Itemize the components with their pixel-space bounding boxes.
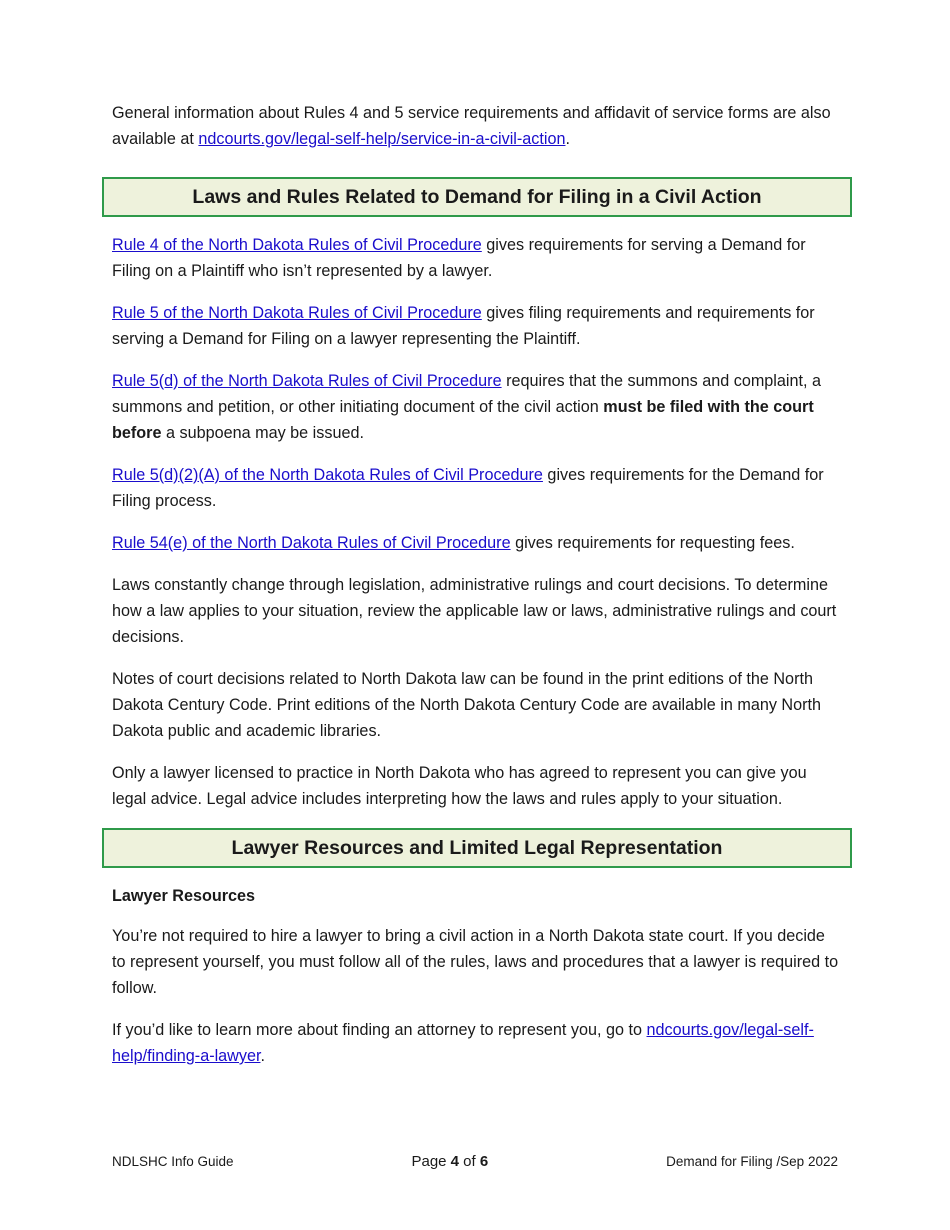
rule4-link[interactable]: Rule 4 of the North Dakota Rules of Civil Procedure: [112, 236, 482, 254]
section-heading-laws-rules: Laws and Rules Related to Demand for Filing in a Civil Action: [102, 177, 852, 217]
intro-text: General information about Rules 4 and 5 service requirements and affidavit of service forms are also available at: [112, 104, 831, 148]
finding-lawyer-text-end: .: [260, 1047, 265, 1065]
rule5d2a-paragraph: [112, 462, 842, 514]
page-current: 4: [450, 1153, 460, 1170]
footer-doc-title: Demand for Filing /Sep 2022: [666, 1154, 838, 1169]
rule5d2a-link[interactable]: Rule 5(d)(2)(A) of the North Dakota Rules of Civil Procedure: [112, 466, 543, 484]
document-body: [112, 100, 842, 1085]
page-label: Page: [411, 1153, 451, 1170]
finding-lawyer-paragraph: [112, 1017, 842, 1069]
rule54e-text: gives requirements for requesting fees.: [510, 534, 795, 552]
page-footer: [112, 1152, 838, 1172]
rule5-text: gives filing requirements and requirements for serving a Demand for Filing on a lawyer representing the Plaintiff.: [112, 304, 815, 348]
page-of: of: [459, 1153, 480, 1170]
footer-page-number: [411, 1152, 488, 1172]
finding-lawyer-link[interactable]: ndcourts.gov/legal-self-help/finding-a-lawyer: [112, 1021, 814, 1065]
rule5d-bold-text: must be filed with the court before: [112, 398, 814, 442]
rule5d2a-text: gives requirements for the Demand for Filing process.: [112, 466, 824, 510]
rule5-link[interactable]: Rule 5 of the North Dakota Rules of Civil Procedure: [112, 304, 482, 322]
section-heading-lawyer-resources: Lawyer Resources and Limited Legal Representation: [102, 828, 852, 868]
laws-change-paragraph: Laws constantly change through legislation, administrative rulings and court decisions. To determine how a law applies to your situation, review the applicable law or laws, administrative rulings and court decisions.: [112, 576, 837, 646]
rule4-paragraph: [112, 232, 842, 284]
court-notes-paragraph: Notes of court decisions related to North Dakota law can be found in the print editions of the North Dakota Century Code. Print editions of the North Dakota Century Code are available in many North Dakota public and academic libraries.: [112, 670, 822, 740]
rule5d-text: requires that the summons and complaint, a summons and petition, or other initiating document of the civil action: [112, 372, 821, 416]
rule5d-text-end: a subpoena may be issued.: [161, 424, 364, 442]
legal-advice-paragraph: Only a lawyer licensed to practice in North Dakota who has agreed to represent you can give you legal advice. Legal advice includes interpreting how the laws and rules apply to your situation.: [112, 764, 807, 808]
not-required-paragraph: You’re not required to hire a lawyer to bring a civil action in a North Dakota state court. If you decide to represent yourself, you must follow all of the rules, laws and procedures that a lawyer is required to follow.: [112, 927, 839, 997]
footer-guide-name: NDLSHC Info Guide: [112, 1154, 234, 1169]
rule5-paragraph: [112, 300, 842, 352]
rule54e-link[interactable]: Rule 54(e) of the North Dakota Rules of Civil Procedure: [112, 534, 511, 552]
rule54e-paragraph: [112, 530, 842, 556]
lawyer-resources-subheading: Lawyer Resources: [112, 887, 256, 905]
service-civil-action-link[interactable]: ndcourts.gov/legal-self-help/service-in-a-civil-action: [198, 130, 566, 148]
rule4-text: gives requirements for serving a Demand for Filing on a Plaintiff who isn’t represented by a lawyer.: [112, 236, 806, 280]
finding-lawyer-text: If you’d like to learn more about finding an attorney to represent you, go to: [112, 1021, 647, 1039]
rule5d-link[interactable]: Rule 5(d) of the North Dakota Rules of Civil Procedure: [112, 372, 502, 390]
intro-text-end: .: [565, 130, 570, 148]
page-total: 6: [479, 1153, 489, 1170]
rule5d-paragraph: [112, 368, 842, 446]
intro-paragraph: [112, 100, 842, 152]
